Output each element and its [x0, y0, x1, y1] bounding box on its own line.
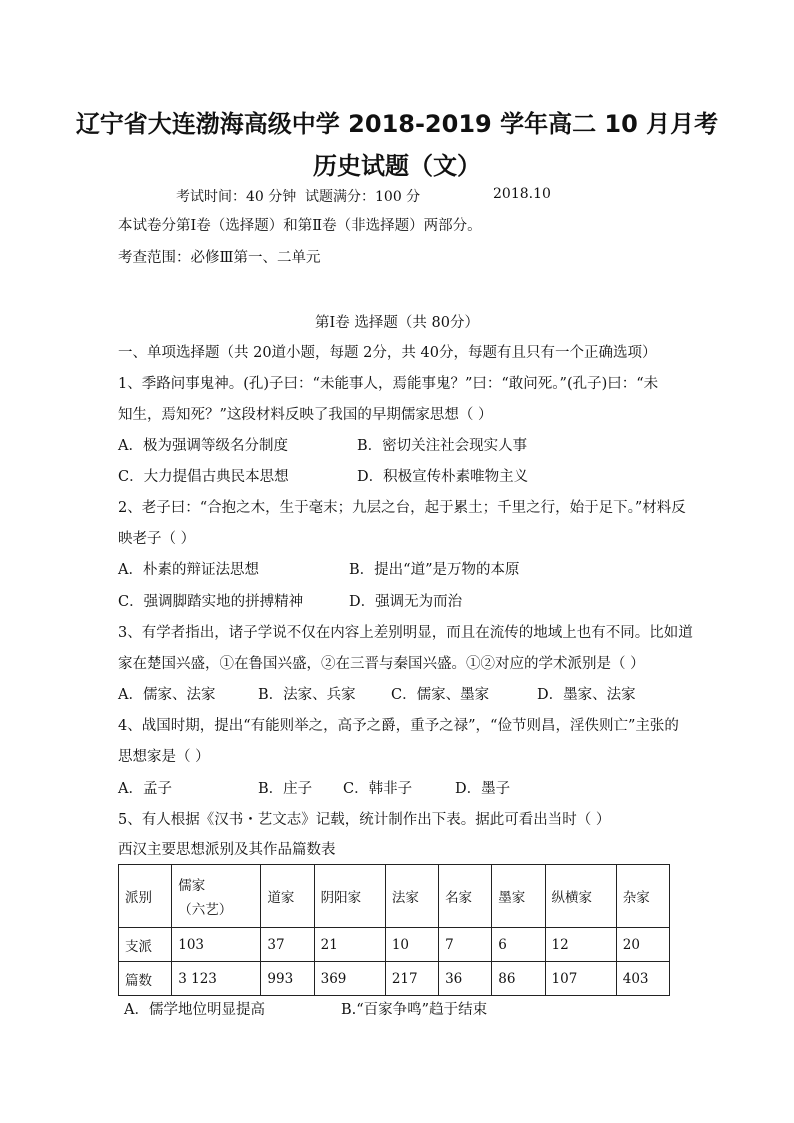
exam-title: 辽宁省大连渤海高级中学 2018-2019 学年高二 10 月月考: [75, 110, 719, 138]
table-row: [119, 928, 670, 962]
table-cell: 993: [261, 962, 314, 996]
exam-scope: 考查范围：必修Ⅲ第一、二单元: [118, 250, 321, 266]
table-header-cell: 名家: [439, 865, 492, 928]
section-instructions: 一、单项选择题（共 20道小题，每题 2分，共 40分，每题有且只有一个正确选项）: [118, 345, 657, 361]
table-header-label: 派别: [119, 865, 172, 928]
question-2-line-2: 映老子（ ）: [118, 531, 196, 547]
q1-option-c: C．大力提倡古典民本思想: [118, 469, 289, 485]
table-row-label: 篇数: [119, 962, 172, 996]
table-cell: 6: [492, 928, 545, 962]
q3-option-b: B．法家、兵家: [258, 687, 356, 703]
exam-subtitle: 历史试题（文）: [313, 152, 481, 180]
q2-option-d: D．强调无为而治: [349, 594, 463, 610]
table-header-cell: 墨家: [492, 865, 545, 928]
table-row: [119, 962, 670, 996]
table-cell: 20: [616, 928, 669, 962]
table-cell: 403: [616, 962, 669, 996]
question-2-line-1: 2、老子曰：“合抱之木，生于毫末；九层之台，起于累土；千里之行，始于足下。”材料反: [118, 500, 686, 516]
table-header-cell: 法家: [385, 865, 438, 928]
table-cell: 369: [314, 962, 385, 996]
question-5-line-1: 5、有人根据《汉书・艺文志》记载，统计制作出下表。据此可看出当时（ ）: [118, 812, 611, 828]
table-cell: 107: [545, 962, 616, 996]
schools-table: [118, 864, 670, 996]
q5-option-a: A．儒学地位明显提高: [124, 1002, 265, 1018]
section-heading: 第Ⅰ卷 选择题（共 80分）: [315, 315, 479, 331]
paper-note: 本试卷分第Ⅰ卷（选择题）和第Ⅱ卷（非选择题）两部分。: [118, 218, 482, 234]
table-cell: 217: [385, 962, 438, 996]
q1-option-d: D．积极宣传朴素唯物主义: [357, 469, 529, 485]
table-cell: 10: [385, 928, 438, 962]
question-3-line-1: 3、有学者指出，诸子学说不仅在内容上差别明显，而且在流传的地域上也有不同。比如道: [118, 625, 693, 641]
table-cell: 86: [492, 962, 545, 996]
table-header-cell: 道家: [261, 865, 314, 928]
question-1-line-1: 1、季路问事鬼神。(孔)子曰：“未能事人，焉能事鬼？”曰：“敢问死。”(孔子)曰：“未: [118, 376, 659, 392]
table-header-cell: 儒家 （六艺）: [172, 865, 261, 928]
table-row-label: 支派: [119, 928, 172, 962]
q4-option-a: A．孟子: [118, 781, 172, 797]
exam-date: 2018.10: [493, 186, 551, 202]
q4-option-d: D．墨子: [455, 781, 511, 797]
full-score: 试题满分：100 分: [305, 189, 421, 205]
q1-option-a: A．极为强调等级名分制度: [118, 438, 288, 454]
question-4-line-2: 思想家是（ ）: [118, 749, 210, 765]
q4-option-c: C．韩非子: [343, 781, 413, 797]
q4-option-b: B．庄子: [258, 781, 313, 797]
q3-option-c: C．儒家、墨家: [391, 687, 490, 703]
q2-option-a: A．朴素的辩证法思想: [118, 562, 259, 578]
table-cell: 7: [439, 928, 492, 962]
question-4-line-1: 4、战国时期，提出“有能则举之，高予之爵，重予之禄”，“俭节则昌，淫佚则亡”主张的: [118, 718, 679, 734]
q2-option-b: B．提出“道”是万物的本原: [349, 562, 520, 578]
q2-option-c: C．强调脚踏实地的拼搏精神: [118, 594, 304, 610]
q3-option-d: D．墨家、法家: [537, 687, 636, 703]
table-header-cell: 阴阳家: [314, 865, 385, 928]
exam-time: 考试时间：40 分钟: [176, 189, 297, 205]
q5-option-b: B.“百家争鸣”趋于结束: [341, 1002, 488, 1018]
question-1-line-2: 知生，焉知死？”这段材料反映了我国的早期儒家思想（ ）: [118, 407, 493, 423]
table-cell: 103: [172, 928, 261, 962]
table-cell: 12: [545, 928, 616, 962]
table-cell: 21: [314, 928, 385, 962]
table-header-row: [119, 865, 670, 928]
table-cell: 36: [439, 962, 492, 996]
table-cell: 37: [261, 928, 314, 962]
q1-option-b: B．密切关注社会现实人事: [357, 438, 528, 454]
table-caption: 西汉主要思想派别及其作品篇数表: [118, 842, 336, 858]
table-header-cell: 杂家: [616, 865, 669, 928]
q3-option-a: A．儒家、法家: [118, 687, 216, 703]
table-header-cell: 纵横家: [545, 865, 616, 928]
table-cell: 3 123: [172, 962, 261, 996]
question-3-line-2: 家在楚国兴盛，①在鲁国兴盛，②在三晋与秦国兴盛。①②对应的学术派别是（ ）: [118, 656, 645, 672]
